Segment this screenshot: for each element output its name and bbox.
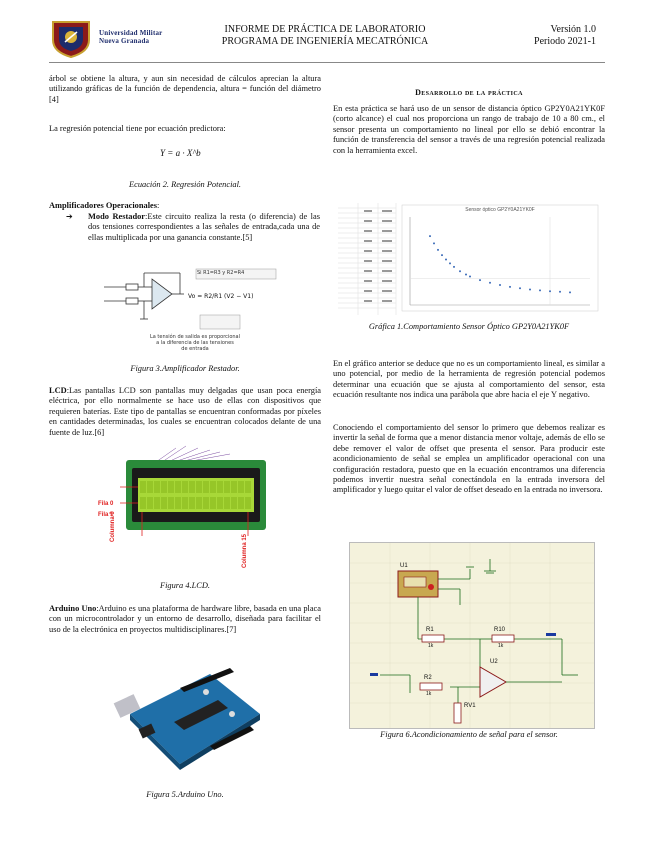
schematic-rv1-label: RV1 xyxy=(464,703,476,709)
schematic-r2-label: R2 xyxy=(424,675,432,681)
figure-3-note-3: de entrada xyxy=(181,346,209,352)
schematic-diagram xyxy=(350,543,594,728)
arduino-paragraph xyxy=(49,604,321,635)
figure-3-note xyxy=(140,334,250,352)
university-line-1: Universidad Militar xyxy=(99,29,163,37)
equation-caption: Ecuación 2. Regresión Potencial. xyxy=(128,180,242,189)
scatter-point xyxy=(569,291,571,293)
arduino-text: :Arduino es una plataforma de hardware libre, basada en una placa con un microcontrolador y un entorno de desarrollo, diseñada para facilitar el uso de la electrónica en proyectos multidisciplinares.[7] xyxy=(49,604,321,634)
figure-6-schematic xyxy=(349,542,595,729)
scatter-point xyxy=(489,282,491,284)
scatter-point xyxy=(433,242,435,244)
restador-text: :Este circuito realiza la resta (o diferencia) de las dos tensiones correspondientes a las señales de entrada,cada una de ellas multiplicada por una ganancia constante.[5] xyxy=(88,212,320,242)
report-title xyxy=(190,24,460,48)
scatter-point xyxy=(445,259,447,261)
figure-3-eq-1: Vo = R2/R1 (V2 − V1) xyxy=(188,293,254,300)
restador-label: Modo Restador xyxy=(88,212,146,221)
version-block xyxy=(500,24,596,48)
graph-1-caption: Gráfica 1.Comportamiento Sensor Óptico GP2Y0A21YK0F xyxy=(368,322,570,331)
equation xyxy=(160,148,201,158)
scatter-point xyxy=(441,254,443,256)
scatter-point xyxy=(465,273,467,275)
university-logo xyxy=(49,18,93,58)
scatter-point xyxy=(529,288,531,290)
header-rule xyxy=(49,62,605,63)
figure-4-lcd xyxy=(98,444,276,572)
university-name xyxy=(99,29,163,45)
lcd-text: :Las pantallas LCD son pantallas muy delgadas que usan poca energía eléctrica, por ello normalmente se hace uso de ellas con dispositivos que requieren baterías. Este tipo de pantallas se encuentran conformadas por píxeles en cantidades determinadas, los cuales se encuentran colocados delante de una fuente de luz.[6] xyxy=(49,386,321,437)
amp-heading xyxy=(49,201,321,211)
section-title-text: Desarrollo de la práctica xyxy=(415,88,523,97)
scatter-point xyxy=(499,284,501,286)
lcd-module-image xyxy=(106,444,276,572)
right-paragraph-1: En esta práctica se hará uso de un sensor de distancia óptico GP2Y0A21YK0F (corto alcance) el cual nos proporciona un rango de trabajo de 10 a 80 cm., el sensor presenta un comportamiento no lineal por ello se debió encontrar la función de transferencia del sensor a través de una regresión potencial realizada con la herramienta excel. xyxy=(333,104,605,155)
version-text: Versión 1.0 xyxy=(550,24,596,35)
figure-6-caption: Figura 6.Acondicionamiento de señal para el sensor. xyxy=(380,730,558,739)
amp-heading-colon: : xyxy=(157,201,160,210)
scatter-point xyxy=(449,262,451,264)
bullet-arrow-icon: ➔ xyxy=(66,212,73,221)
scatter-point xyxy=(539,289,541,291)
scatter-point xyxy=(559,291,561,293)
arduino-label: Arduino Uno xyxy=(49,604,97,613)
scatter-point xyxy=(549,290,551,292)
arduino-board-image xyxy=(110,664,270,782)
lcd-col-0-label: Columna 0 xyxy=(110,511,116,542)
period-text: Periodo 2021-1 xyxy=(534,36,596,47)
lcd-row-1-label: Fila 1 xyxy=(98,512,114,518)
restador-item xyxy=(88,212,320,243)
schematic-u2-label: U2 xyxy=(490,659,498,665)
graph-1 xyxy=(338,203,600,315)
schematic-r1-label: R1 xyxy=(426,627,434,633)
scatter-point xyxy=(509,286,511,288)
scatter-point xyxy=(479,279,481,281)
left-paragraph-1: árbol se obtiene la altura, y aun sin necesidad de cálculos aprecian la altura utilizando gráficas de la función de dependencia, altura = función del diámetro [4] xyxy=(49,74,321,104)
lcd-col-15-label: Columna 15 xyxy=(242,533,248,568)
section-title xyxy=(333,88,605,97)
schematic-r2-value: 1k xyxy=(426,691,432,697)
lcd-paragraph xyxy=(49,386,321,438)
amp-heading-text: Amplificadores Operacionales xyxy=(49,201,158,210)
right-paragraph-2: En el gráfico anterior se deduce que no es un comportamiento lineal, es similar a uno potencial, por medio de la herramienta de regresión potencial podemos determinar una ecuación que se ajusta al comportamiento del sensor, esta ecuación resultante nos indica una parábola que abre hacia el eje Y negativo. xyxy=(333,359,605,400)
university-line-2: Nueva Granada xyxy=(99,37,150,45)
schematic-r10-value: 1k xyxy=(498,643,504,649)
right-paragraph-3: Conociendo el comportamiento del sensor lo primero que debemos realizar es invertir la señal de forma que a menor distancia menor voltaje, además de ello se debe remover el valor de offset que presenta el sensor. Para producir este acondicionamiento de señal se emplea un amplificador operacional con una configuración restadora, puesto que en la ecuación encontramos una diferencia podemos invertir nuestra señal conectándola en la entrada inversora del amplificador y luego quitar el valor de offset deseado en la entrada no inversora. xyxy=(333,423,605,495)
left-paragraph-2: La regresión potencial tiene por ecuación predictora: xyxy=(49,124,226,133)
title-line-2: PROGRAMA DE INGENIERÍA MECATRÓNICA xyxy=(221,36,429,47)
lcd-label: LCD xyxy=(49,386,67,395)
figure-3-note-2: a la diferencia de las tensiones xyxy=(156,340,234,346)
excel-graph xyxy=(338,203,600,315)
figure-3-note-1: La tensión de salida es proporcional xyxy=(149,334,241,340)
schematic-r10-label: R10 xyxy=(494,627,506,633)
title-line-1: INFORME DE PRÁCTICA DE LABORATORIO xyxy=(224,24,426,35)
figure-5-arduino xyxy=(110,664,270,782)
scatter-point xyxy=(459,270,461,272)
scatter-point xyxy=(469,276,471,278)
figure-3-subtractor xyxy=(96,267,286,359)
scatter-point xyxy=(429,235,431,237)
lcd-row-0-label: Fila 0 xyxy=(98,501,114,507)
scatter-point xyxy=(519,287,521,289)
figure-3-eq-2: Si R1=R3 y R2=R4 xyxy=(197,270,245,276)
scatter-point xyxy=(453,266,455,268)
schematic-r1-value: 1k xyxy=(428,643,434,649)
scatter-point xyxy=(437,249,439,251)
chart-title: Sensor óptico GP2Y0A21YK0F xyxy=(465,207,535,213)
figure-5-caption: Figura 5.Arduino Uno. xyxy=(146,790,224,799)
equation-text: Y = a · X^b xyxy=(160,148,201,158)
figure-3-caption: Figura 3.Amplificador Restador. xyxy=(130,364,240,373)
schematic-u1-label: U1 xyxy=(400,563,408,569)
figure-4-caption: Figura 4.LCD. xyxy=(159,581,211,590)
